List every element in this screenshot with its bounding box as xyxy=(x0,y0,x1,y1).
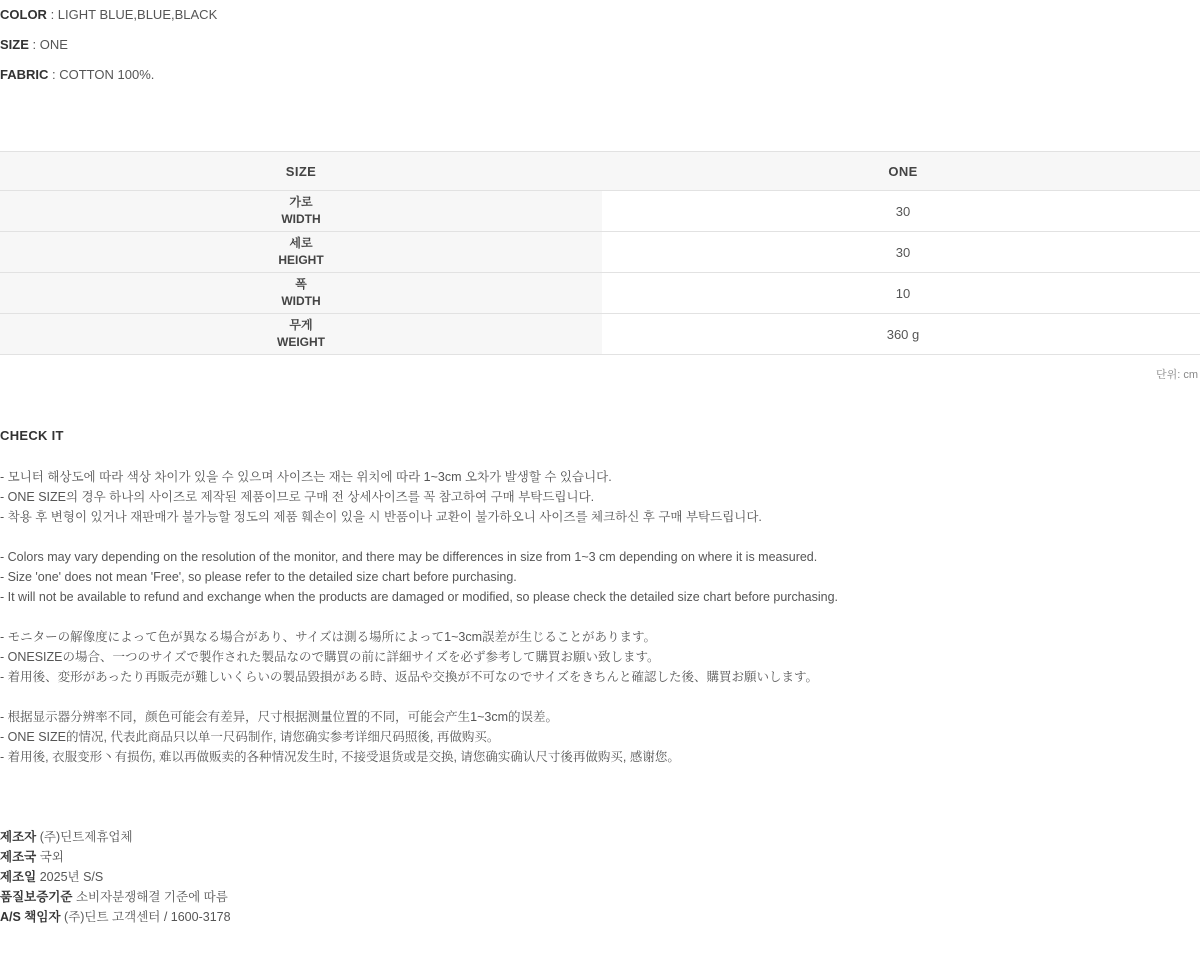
row-label-en: HEIGHT xyxy=(278,253,324,267)
maker-row xyxy=(0,887,1200,907)
maker-row xyxy=(0,827,1200,847)
row-label-ko: 세로 xyxy=(289,236,313,250)
row-value: 10 xyxy=(602,273,1200,314)
notice-group-ja xyxy=(0,627,1200,687)
notice-line: - 着用後、変形があったり再販売が難しいくらいの製品毀損がある時、返品や交換が不可なのでサイズをきちんと確認した後、購買お願いします。 xyxy=(0,670,819,684)
notice-line: - Colors may vary depending on the resolution of the monitor, and there may be differences in size from 1~3 cm depending on where it is measured. xyxy=(0,550,818,564)
notice-list xyxy=(0,467,1200,767)
attribute-value: : COTTON 100%. xyxy=(52,67,155,82)
attribute-key: FABRIC xyxy=(0,67,49,82)
row-label-width xyxy=(0,191,602,232)
notice-line: - 착용 후 변형이 있거나 재판매가 불가능할 정도의 제품 훼손이 있을 시 반품이나 교환이 불가하오니 사이즈를 체크하신 후 구매 부탁드립니다. xyxy=(0,510,762,524)
size-chart-table xyxy=(0,151,1200,355)
row-value: 30 xyxy=(602,232,1200,273)
maker-key: A/S 책임자 xyxy=(0,910,61,924)
table-row xyxy=(0,232,1200,273)
notice-line: - モニターの解像度によって色が異なる場合があり、サイズは測る場所によって1~3cm誤差が生じることがあります。 xyxy=(0,630,657,644)
attribute-row xyxy=(0,35,1200,55)
maker-key: 품질보증기준 xyxy=(0,890,73,904)
maker-key: 제조자 xyxy=(0,830,37,844)
maker-key: 제조국 xyxy=(0,850,37,864)
maker-value: 소비자분쟁해결 기준에 따름 xyxy=(75,890,228,904)
notice-line: - ONE SIZE的情况, 代表此商品只以单一尺码制作, 请您确实参考详细尺码照後, 再做购买。 xyxy=(0,730,500,744)
attribute-key: COLOR xyxy=(0,7,47,22)
table-row xyxy=(0,273,1200,314)
row-label-ko: 무게 xyxy=(289,318,313,332)
product-attributes xyxy=(0,0,1200,85)
notice-line: - ONE SIZE의 경우 하나의 사이즈로 제작된 제품이므로 구매 전 상세사이즈를 꼭 참고하여 구매 부탁드립니다. xyxy=(0,490,595,504)
check-it-title: CHECK IT xyxy=(0,428,64,443)
notice-line: - ONESIZEの場合、一つのサイズで製作された製品なので購買の前に詳細サイズを必ず参考して購買お願い致します。 xyxy=(0,650,660,664)
manufacturer-info xyxy=(0,827,1200,927)
maker-value: (주)딘트 고객센터 / 1600-3178 xyxy=(64,910,231,924)
attribute-value: : LIGHT BLUE,BLUE,BLACK xyxy=(50,7,218,22)
header-size-label: SIZE xyxy=(0,152,602,191)
notice-group-zh xyxy=(0,707,1200,767)
notice-group-en xyxy=(0,547,1200,607)
maker-row xyxy=(0,907,1200,927)
notice-line: - 根据显示器分辨率不同，颜色可能会有差异，尺寸根据测量位置的不同，可能会产生1~3cm的误差。 xyxy=(0,710,559,724)
maker-row xyxy=(0,847,1200,867)
notice-line: - It will not be available to refund and exchange when the products are damaged or modified, so please check the detailed size chart before purchasing. xyxy=(0,590,839,604)
row-label-en: WIDTH xyxy=(281,294,321,308)
table-header-row xyxy=(0,152,1200,191)
size-chart-head xyxy=(0,152,1200,191)
row-value: 30 xyxy=(602,191,1200,232)
row-label-en: WEIGHT xyxy=(277,335,325,349)
maker-key: 제조일 xyxy=(0,870,37,884)
notice-line: - 着用後, 衣服变形丶有损伤, 难以再做贩卖的各种情况发生时, 不接受退货或是交换, 请您确实确认尺寸後再做购买, 感谢您。 xyxy=(0,750,680,764)
size-chart-body xyxy=(0,191,1200,355)
attribute-row xyxy=(0,5,1200,25)
table-row xyxy=(0,191,1200,232)
unit-note: 단위: cm xyxy=(1155,369,1198,381)
notice-group-ko xyxy=(0,467,1200,527)
table-row xyxy=(0,314,1200,355)
row-value: 360 g xyxy=(602,314,1200,355)
maker-value: 국외 xyxy=(39,850,64,864)
attribute-key: SIZE xyxy=(0,37,29,52)
header-size-value: ONE xyxy=(602,152,1200,191)
row-label-height xyxy=(0,232,602,273)
row-label-ko: 가로 xyxy=(289,195,313,209)
attribute-value: : ONE xyxy=(32,37,68,52)
row-label-weight xyxy=(0,314,602,355)
maker-value: 2025년 S/S xyxy=(39,870,104,884)
maker-row xyxy=(0,867,1200,887)
notice-line: - 모니터 해상도에 따라 색상 차이가 있을 수 있으며 사이즈는 재는 위치에 따라 1~3cm 오차가 발생할 수 있습니다. xyxy=(0,470,612,484)
maker-value: (주)딘트제휴업체 xyxy=(39,830,133,844)
attribute-row xyxy=(0,65,1200,85)
row-label-en: WIDTH xyxy=(281,212,321,226)
row-label-depth xyxy=(0,273,602,314)
notice-line: - Size 'one' does not mean 'Free', so please refer to the detailed size chart before purchasing. xyxy=(0,570,517,584)
row-label-ko: 폭 xyxy=(295,277,307,291)
